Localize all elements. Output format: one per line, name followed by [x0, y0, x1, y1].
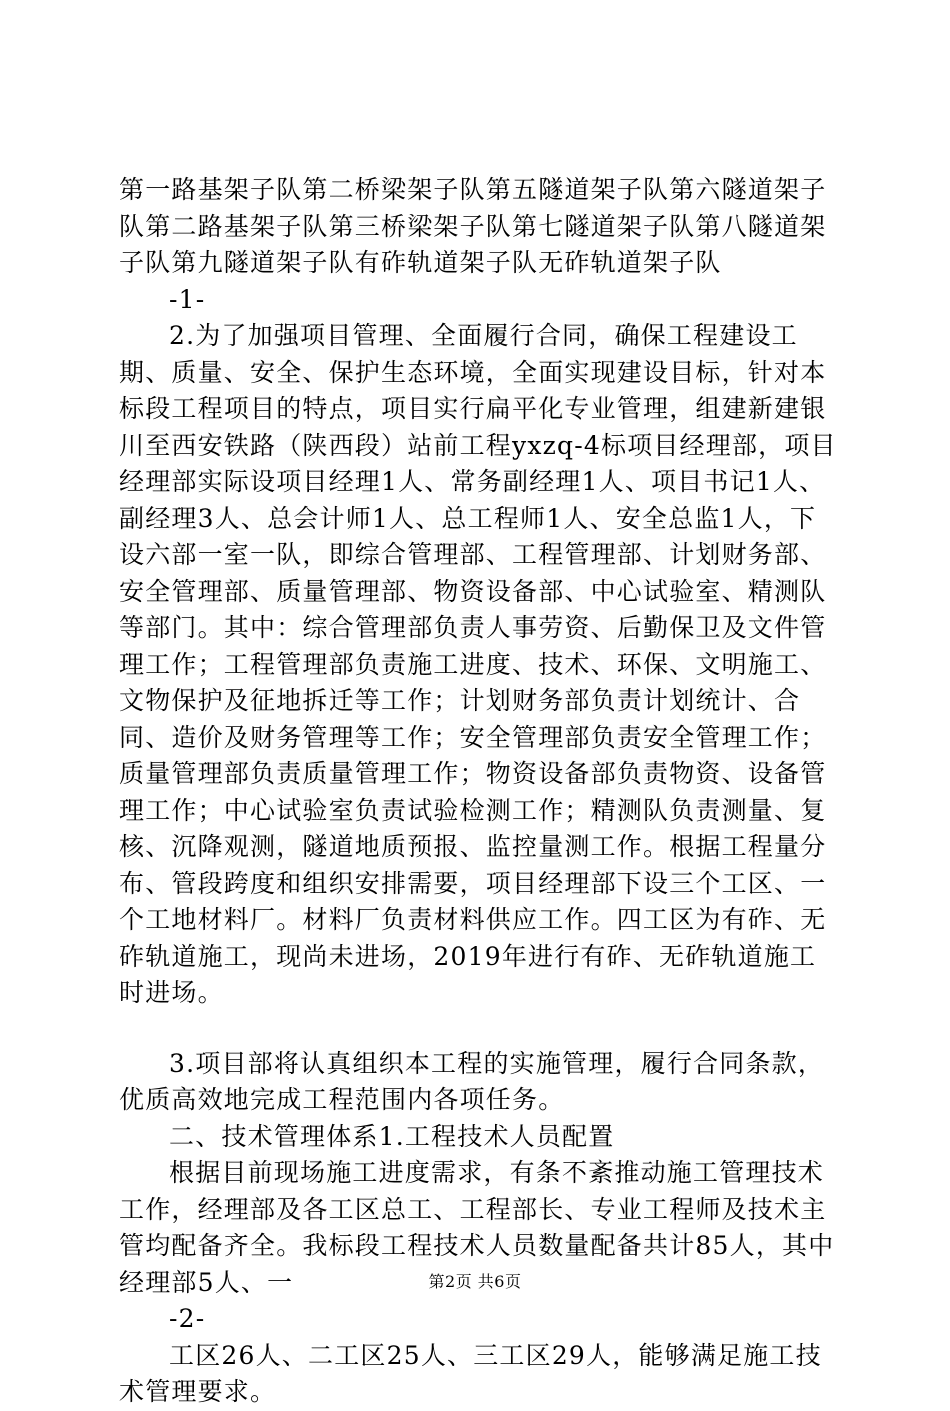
section-heading: 二、技术管理体系1.工程技术人员配置 [169, 1121, 615, 1151]
organization-paragraph: 2.为了加强项目管理、全面履行合同，确保工程建设工期、质量、安全、保护生态环境，全面实现建设目标，针对本标段工程项目的特点，项目实行扁平化专业管理，组建新建银川至西安铁路（陕西段）站前工程yxzq-4标项目经理部，项目经理部实际设项目经理1人、常务副经理1人、项目书记1人、副经理3人、总会计师1人、总工程师1人、安全总监1人，下设六部一室一队，即综合管理部、工程管理部、计划财务部、安全管理部、质量管理部、物资设备部、中心试验室、精测队等部门。其中：综合管理部负责人事劳资、后勤保卫及文件管理工作；工程管理部负责施工进度、技术、环保、文明施工、文物保护及征地拆迁等工作；计划财务部负责计划统计、合同、造价及财务管理等工作；安全管理部负责安全管理工作；质量管理部负责质量管理工作；物资设备部负责物资、设备管理工作；中心试验室负责试验检测工作；精测队负责测量、复核、沉降观测，隧道地质预报、监控量测工作。根据工程量分布、管段跨度和组织安排需要，项目经理部下设三个工区、一个工地材料厂。材料厂负责材料供应工作。四工区为有砟、无砟轨道施工，现尚未进场，2019年进行有砟、无砟轨道施工时进场。 [119, 321, 837, 1007]
paragraph-gap [119, 1012, 839, 1046]
page-footer [0, 1272, 950, 1292]
document-body [119, 172, 839, 1411]
team-list-paragraph: 第一路基架子队第二桥梁架子队第五隧道架子队第六隧道架子队第二路基架子队第三桥梁架子队第七隧道架子队第八隧道架子队第九隧道架子队有砟轨道架子队无砟轨道架子队 [119, 175, 827, 277]
contract-paragraph: 3.项目部将认真组织本工程的实施管理，履行合同条款，优质高效地完成工程范围内各项任务。 [119, 1048, 825, 1114]
staffing-continued-paragraph: 工区26人、二工区25人、三工区29人，能够满足施工技术管理要求。 [119, 1340, 822, 1406]
staffing-paragraph: 根据目前现场施工进度需求，有条不紊推动施工管理技术工作，经理部及各工区总工、工程部长、专业工程师及技术主管均配备齐全。我标段工程技术人员数量配备共计85人，其中经理部5人、一 [119, 1158, 835, 1297]
page-marker-2: -2- [169, 1304, 206, 1333]
page-marker-1: -1- [169, 284, 206, 314]
page-indicator: 第2页 共6页 [428, 1272, 522, 1291]
